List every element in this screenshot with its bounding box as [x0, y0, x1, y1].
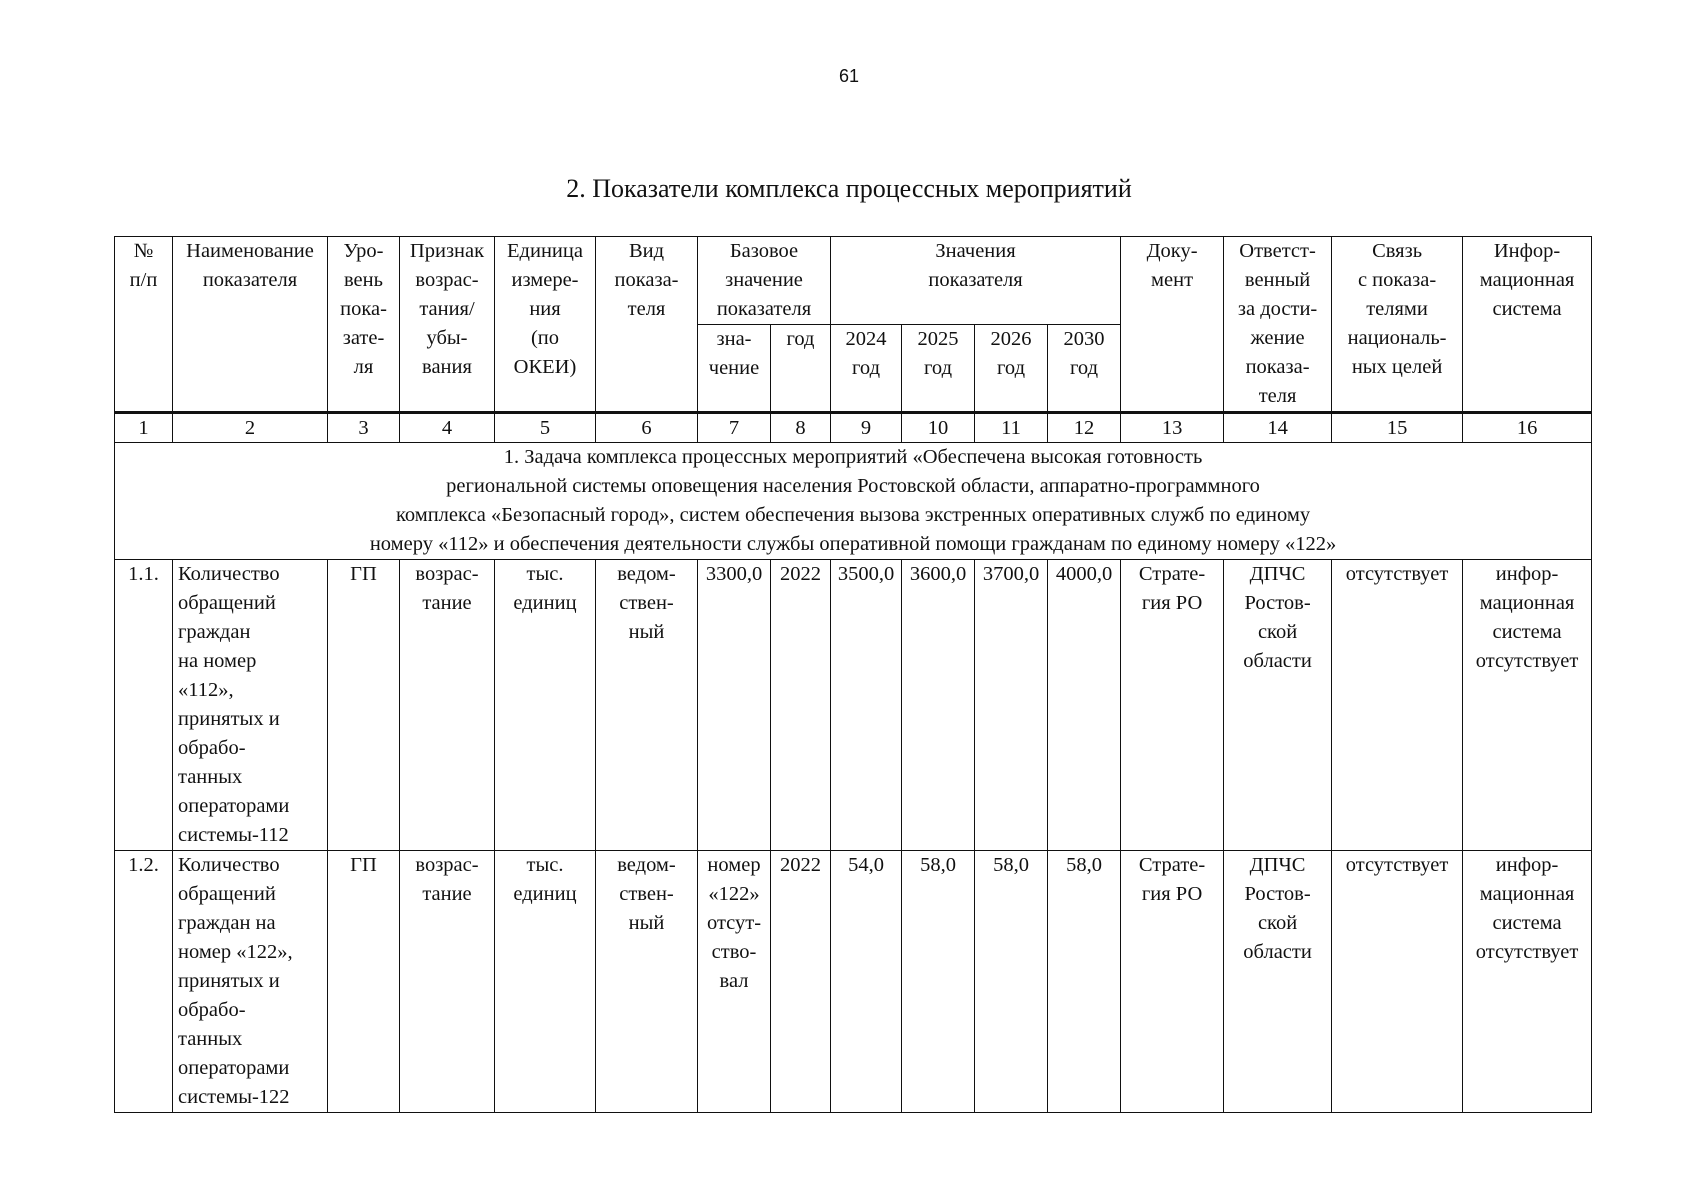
header-level-line: Уро-	[343, 240, 384, 262]
cell-info-line: мационная	[1479, 883, 1575, 905]
cell-name-line: принятых и	[178, 970, 280, 992]
cell-base-value-line: отсут-	[706, 912, 762, 934]
cell-doc	[1121, 560, 1224, 851]
header-link	[1332, 237, 1463, 413]
header-unit-line: ния	[529, 298, 561, 320]
header-base-value-line: зна-	[716, 328, 752, 350]
cell-info-line: инфор-	[1495, 563, 1559, 585]
cell-base-year	[771, 560, 831, 851]
cell-y2030	[1048, 560, 1121, 851]
cell-y2024-line: 54,0	[848, 854, 884, 876]
cell-name-line: обрабо-	[178, 737, 246, 759]
task-heading-line: комплекса «Безопасный город», систем обеспечения вызова экстренных оперативных служб по единому	[395, 504, 1311, 526]
cell-base-value-line: «122»	[708, 883, 760, 905]
cell-doc	[1121, 851, 1224, 1113]
header-resp	[1224, 237, 1332, 413]
header-unit-line: измере-	[511, 269, 579, 291]
column-number: 5	[495, 413, 596, 443]
task-row	[115, 443, 1592, 560]
cell-resp-line: ДПЧС	[1249, 854, 1306, 876]
header-resp-line: венный	[1244, 269, 1311, 291]
header-values-line: показателя	[928, 269, 1023, 291]
header-resp-line: теля	[1258, 385, 1297, 407]
cell-type-line: ный	[628, 912, 665, 934]
cell-base-value-line: 3300,0	[705, 563, 763, 585]
header-info	[1463, 237, 1592, 413]
cell-name-line: Количество	[178, 563, 280, 585]
column-number: 7	[698, 413, 771, 443]
header-info-line: мационная	[1479, 269, 1575, 291]
header-values	[831, 237, 1121, 325]
cell-info	[1463, 560, 1592, 851]
header-level-line: пока-	[340, 298, 387, 320]
cell-base-value-line: вал	[719, 970, 749, 992]
header-unit-line: (по	[530, 327, 560, 349]
cell-type-line: ствен-	[619, 883, 674, 905]
header-base-line: Базовое	[729, 240, 799, 262]
cell-resp-line: области	[1243, 650, 1312, 672]
header-sign	[400, 237, 495, 413]
cell-doc-line: Страте-	[1138, 563, 1206, 585]
header-base-value	[698, 325, 771, 413]
header-link-line: с показа-	[1357, 269, 1437, 291]
header-2024-line: год	[852, 357, 881, 379]
header-sign-line: убы-	[426, 327, 468, 349]
header-num-line: п/п	[129, 269, 158, 291]
cell-y2026-line: 58,0	[993, 854, 1029, 876]
cell-y2025	[902, 851, 975, 1113]
header-2024	[831, 325, 902, 413]
cell-info-line: отсутствует	[1475, 650, 1579, 672]
cell-level-line: ГП	[350, 563, 377, 585]
cell-y2025-line: 3600,0	[909, 563, 967, 585]
header-2030	[1048, 325, 1121, 413]
header-2026-line: 2026	[990, 328, 1032, 350]
cell-num-line: 1.2.	[128, 854, 159, 876]
header-base	[698, 237, 831, 325]
cell-name-line: номер «122»,	[178, 941, 293, 963]
cell-y2025	[902, 560, 975, 851]
cell-info-line: мационная	[1479, 592, 1575, 614]
cell-unit	[495, 560, 596, 851]
cell-base-value-line: номер	[707, 854, 761, 876]
cell-level-line: ГП	[350, 854, 377, 876]
header-info-line: Инфор-	[1493, 240, 1561, 262]
table-row	[115, 851, 1592, 1113]
cell-y2026-line: 3700,0	[982, 563, 1040, 585]
column-number: 3	[328, 413, 400, 443]
header-level	[328, 237, 400, 413]
cell-type-line: ствен-	[619, 592, 674, 614]
header-level-line: вень	[344, 269, 383, 291]
column-number: 9	[831, 413, 902, 443]
cell-name-line: на номер	[178, 650, 257, 672]
column-number: 4	[400, 413, 495, 443]
cell-name-line: танных	[178, 766, 243, 788]
cell-link	[1332, 851, 1463, 1113]
cell-resp-line: области	[1243, 941, 1312, 963]
cell-resp	[1224, 560, 1332, 851]
cell-y2026	[975, 560, 1048, 851]
task-heading-line: 1. Задача комплекса процессных мероприятий «Обеспечена высокая готовность	[503, 446, 1203, 468]
header-resp-line: за дости-	[1237, 298, 1318, 320]
cell-info-line: система	[1492, 912, 1562, 934]
header-2025-line: год	[924, 357, 953, 379]
cell-link	[1332, 560, 1463, 851]
header-2026-line: год	[997, 357, 1026, 379]
header-type-line: теля	[627, 298, 666, 320]
header-info-line: система	[1492, 298, 1562, 320]
cell-y2024	[831, 560, 902, 851]
header-base-year-line: год	[786, 328, 815, 350]
header-base-year	[771, 325, 831, 413]
cell-base-year-line: 2022	[780, 563, 821, 585]
cell-base-value	[698, 560, 771, 851]
cell-base-value	[698, 851, 771, 1113]
cell-y2030-line: 4000,0	[1055, 563, 1113, 585]
cell-type	[596, 560, 698, 851]
header-sign-line: возрас-	[415, 269, 479, 291]
page-number: 61	[838, 66, 860, 86]
cell-name-line: обрабо-	[178, 999, 246, 1021]
cell-unit-line: тыс.	[526, 854, 564, 876]
cell-num	[115, 851, 173, 1113]
header-values-line: Значения	[935, 240, 1016, 262]
header-doc-line: мент	[1151, 269, 1194, 291]
cell-num	[115, 560, 173, 851]
cell-unit-line: тыс.	[526, 563, 564, 585]
header-level-line: зате-	[342, 327, 385, 349]
header-name	[173, 237, 328, 413]
column-number: 11	[975, 413, 1048, 443]
header-sign-line: Признак	[409, 240, 485, 262]
header-link-line: националь-	[1347, 327, 1447, 349]
header-base-line: показателя	[716, 298, 812, 320]
cell-info-line: инфор-	[1495, 854, 1559, 876]
column-number: 6	[596, 413, 698, 443]
header-row	[115, 237, 1592, 325]
header-doc	[1121, 237, 1224, 413]
header-resp-line: Ответст-	[1239, 240, 1316, 262]
cell-name-line: обращений	[178, 883, 276, 905]
cell-y2024-line: 3500,0	[837, 563, 895, 585]
cell-name	[173, 560, 328, 851]
header-2025	[902, 325, 975, 413]
header-sign-line: вания	[422, 356, 472, 378]
header-2026	[975, 325, 1048, 413]
column-number: 14	[1224, 413, 1332, 443]
table-row	[115, 560, 1592, 851]
cell-type-line: ведом-	[617, 563, 676, 585]
cell-type-line: ведом-	[617, 854, 676, 876]
cell-y2024	[831, 851, 902, 1113]
header-2030-line: 2030	[1063, 328, 1105, 350]
cell-doc-line: гия РО	[1141, 883, 1203, 905]
indicators-table	[114, 236, 1592, 1113]
header-link-line: Связь	[1372, 240, 1423, 262]
header-unit-line: Единица	[507, 240, 583, 262]
column-number: 12	[1048, 413, 1121, 443]
cell-name-line: граждан на	[178, 912, 276, 934]
header-base-line: значение	[725, 269, 803, 291]
cell-name-line: «112»,	[178, 679, 234, 701]
header-2024-line: 2024	[845, 328, 887, 350]
cell-info	[1463, 851, 1592, 1113]
header-num-line: №	[133, 240, 154, 262]
cell-doc-line: гия РО	[1141, 592, 1203, 614]
column-numbers-row	[115, 413, 1592, 443]
column-number: 16	[1463, 413, 1592, 443]
cell-base-year	[771, 851, 831, 1113]
task-heading	[115, 443, 1592, 560]
cell-name-line: граждан	[178, 621, 251, 643]
cell-sign-line: тание	[422, 592, 472, 614]
cell-name-line: обращений	[178, 592, 276, 614]
cell-num-line: 1.1.	[128, 563, 159, 585]
header-unit	[495, 237, 596, 413]
header-num	[115, 237, 173, 413]
header-base-value-line: чение	[708, 357, 760, 379]
section-title: 2. Показатели комплекса процессных мероприятий	[566, 174, 1132, 203]
header-link-line: ных целей	[1351, 356, 1443, 378]
column-number: 2	[173, 413, 328, 443]
column-number: 10	[902, 413, 975, 443]
cell-unit-line: единиц	[513, 592, 577, 614]
column-number: 15	[1332, 413, 1463, 443]
header-resp-line: жение	[1250, 327, 1305, 349]
cell-sign-line: возрас-	[415, 854, 479, 876]
cell-name-line: принятых и	[178, 708, 280, 730]
header-type	[596, 237, 698, 413]
task-heading-line: региональной системы оповещения населения Ростовской области, аппаратно-программного	[446, 475, 1260, 497]
cell-resp-line: ДПЧС	[1249, 563, 1306, 585]
cell-sign	[400, 851, 495, 1113]
cell-sign-line: возрас-	[415, 563, 479, 585]
cell-name	[173, 851, 328, 1113]
header-2025-line: 2025	[917, 328, 959, 350]
cell-sign	[400, 560, 495, 851]
task-heading-line: номеру «112» и обеспечения деятельности службы оперативной помощи гражданам по единому номеру «122»	[369, 533, 1337, 555]
header-name-line: показателя	[202, 269, 298, 291]
cell-resp-line: Ростов-	[1244, 592, 1311, 614]
cell-name-line: операторами	[178, 1057, 290, 1079]
cell-resp-line: ской	[1257, 912, 1298, 934]
cell-y2026	[975, 851, 1048, 1113]
cell-base-value-line: ство-	[711, 941, 757, 963]
header-type-line: Вид	[628, 240, 665, 262]
cell-type	[596, 851, 698, 1113]
header-2030-line: год	[1070, 357, 1099, 379]
cell-y2025-line: 58,0	[920, 854, 956, 876]
cell-name-line: Количество	[178, 854, 280, 876]
cell-info-line: отсутствует	[1475, 941, 1579, 963]
header-link-line: телями	[1366, 298, 1428, 320]
cell-level	[328, 560, 400, 851]
cell-info-line: система	[1492, 621, 1562, 643]
header-resp-line: показа-	[1245, 356, 1310, 378]
header-type-line: показа-	[614, 269, 679, 291]
cell-type-line: ный	[628, 621, 665, 643]
header-name-line: Наименование	[186, 240, 314, 262]
cell-unit-line: единиц	[513, 883, 577, 905]
cell-y2030	[1048, 851, 1121, 1113]
cell-y2030-line: 58,0	[1066, 854, 1102, 876]
column-number: 8	[771, 413, 831, 443]
cell-resp-line: ской	[1257, 621, 1298, 643]
cell-link-line: отсутствует	[1345, 854, 1449, 876]
cell-resp-line: Ростов-	[1244, 883, 1311, 905]
header-sign-line: тания/	[419, 298, 475, 320]
cell-name-line: системы-122	[178, 1086, 290, 1108]
header-doc-line: Доку-	[1146, 240, 1198, 262]
cell-sign-line: тание	[422, 883, 472, 905]
cell-name-line: танных	[178, 1028, 243, 1050]
cell-name-line: системы-112	[178, 824, 289, 846]
column-number: 1	[115, 413, 173, 443]
cell-doc-line: Страте-	[1138, 854, 1206, 876]
header-level-line: ля	[353, 356, 374, 378]
cell-link-line: отсутствует	[1345, 563, 1449, 585]
cell-resp	[1224, 851, 1332, 1113]
cell-unit	[495, 851, 596, 1113]
cell-level	[328, 851, 400, 1113]
cell-base-year-line: 2022	[780, 854, 821, 876]
cell-name-line: операторами	[178, 795, 290, 817]
column-number: 13	[1121, 413, 1224, 443]
header-unit-line: ОКЕИ)	[513, 356, 577, 378]
